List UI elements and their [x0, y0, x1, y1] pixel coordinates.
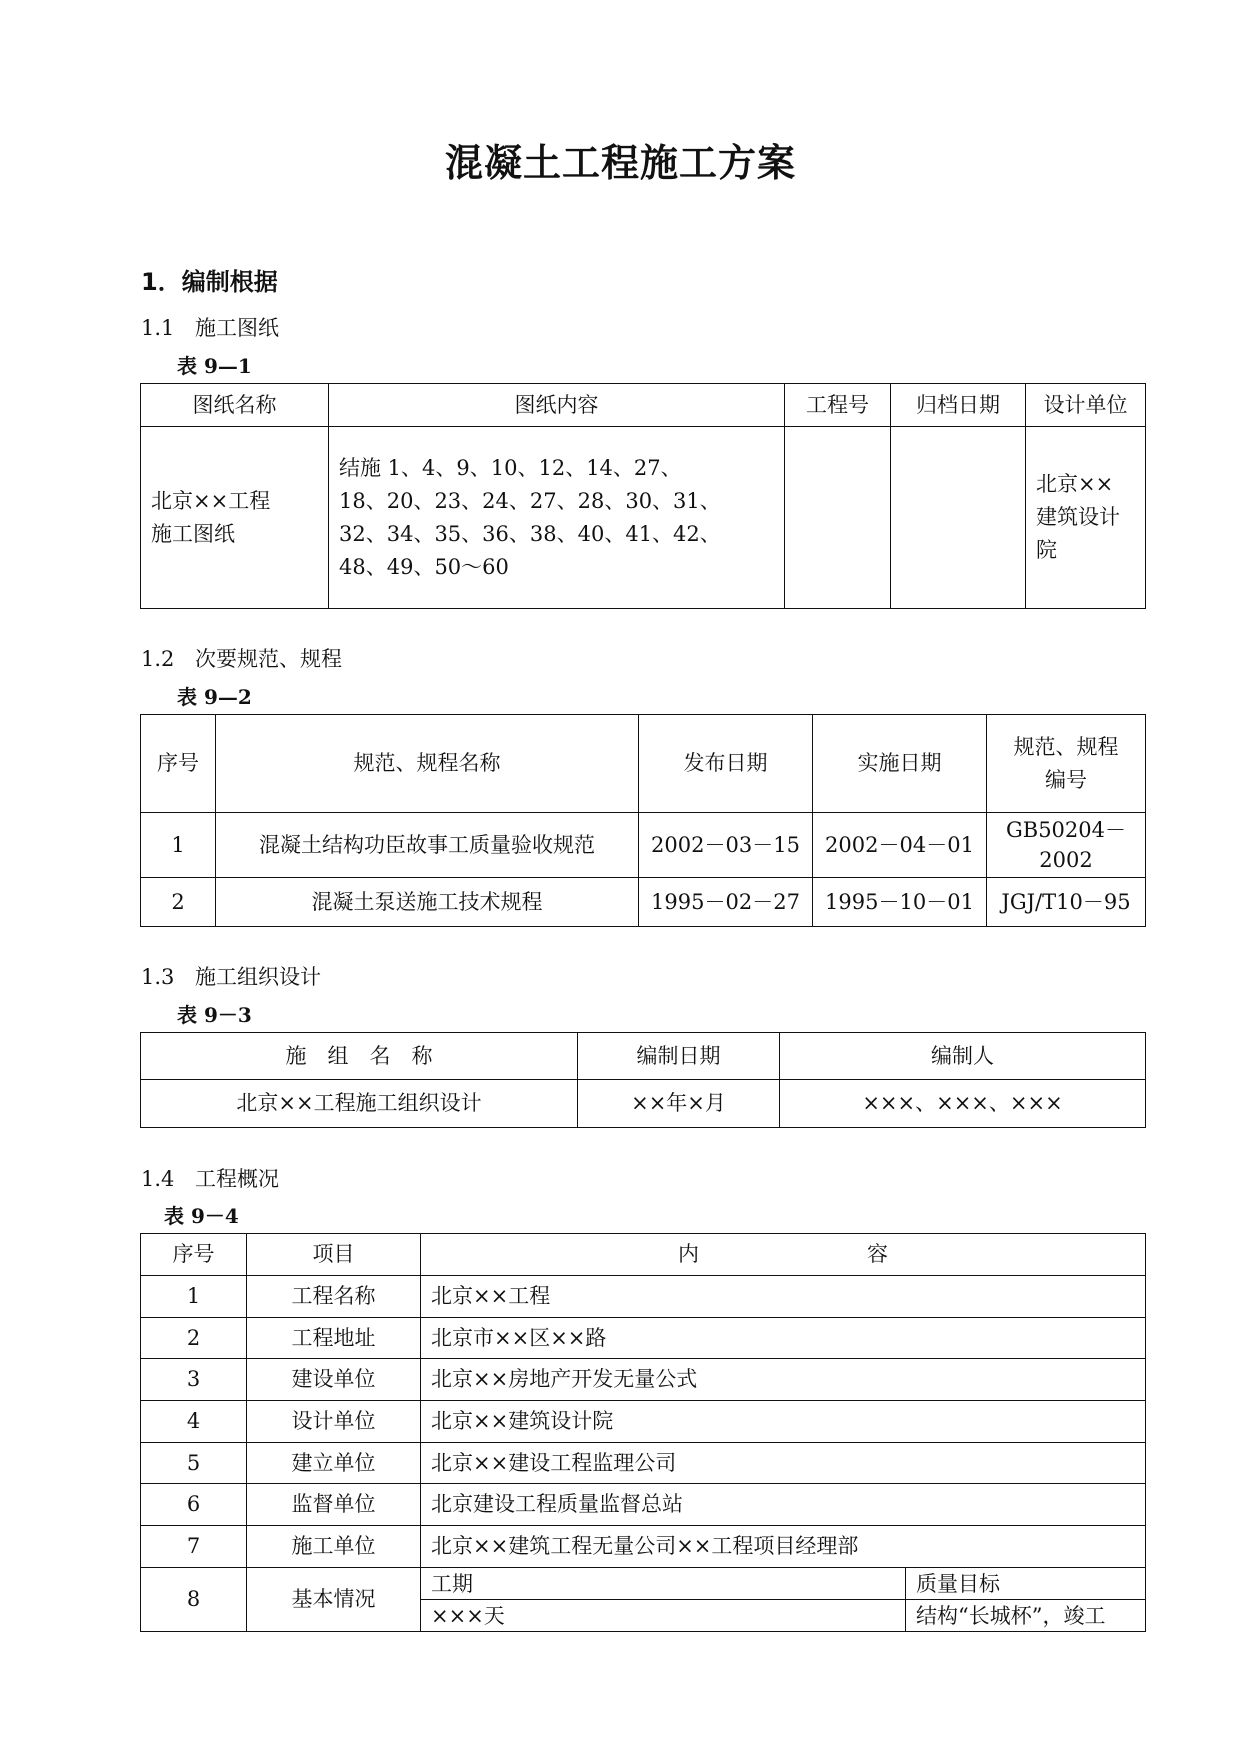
drawings-table	[140, 383, 1146, 609]
item-cell: 设计单位	[247, 1401, 421, 1443]
item-cell: 施工单位	[247, 1526, 421, 1568]
compile-date-cell: ××年×月	[578, 1080, 780, 1128]
header-cell: 工程号	[785, 384, 891, 427]
standard-code-cell: GB50204－ 2002	[987, 813, 1146, 878]
standard-name-cell: 混凝土结构功臣故事工质量验收规范	[216, 813, 639, 878]
header-cell: 实施日期	[813, 715, 987, 813]
item-cell: 工程名称	[247, 1276, 421, 1318]
header-cell: 发布日期	[639, 715, 813, 813]
standard-name-cell: 混凝土泵送施工技术规程	[216, 878, 639, 927]
design-unit-cell: 北京×× 建筑设计 院	[1026, 427, 1146, 609]
header-cell: 图纸内容	[329, 384, 785, 427]
header-cell: 设计单位	[1026, 384, 1146, 427]
header-cell: 规范、规程 编号	[987, 715, 1146, 813]
header-cell: 规范、规程名称	[216, 715, 639, 813]
row-number-cell: 2	[141, 1318, 247, 1359]
subsection-1-4	[141, 1163, 279, 1193]
subsection-title: 次要规范、规程	[195, 647, 342, 671]
table-header-row	[141, 1234, 1146, 1276]
standards-table	[140, 714, 1146, 927]
drawing-name-cell: 北京××工程 施工图纸	[141, 427, 329, 609]
table-caption: 表 9－4	[164, 1204, 239, 1228]
construction-design-table	[140, 1032, 1146, 1128]
effective-date-cell: 2002－04－01	[813, 813, 987, 878]
subsection-number: 1.4	[141, 1167, 175, 1191]
standard-code-cell: JGJ/T10－95	[987, 878, 1146, 927]
duration-value-cell: ×××天	[421, 1600, 906, 1632]
table-caption: 表 9—2	[177, 685, 252, 709]
item-cell: 监督单位	[247, 1484, 421, 1526]
content-cell: 北京××房地产开发无量公式	[421, 1359, 1146, 1401]
header-cell: 序号	[141, 715, 216, 813]
row-number-cell: 1	[141, 813, 216, 878]
table-row	[141, 1080, 1146, 1128]
header-cell: 归档日期	[891, 384, 1026, 427]
table-row	[141, 878, 1146, 927]
header-cell: 图纸名称	[141, 384, 329, 427]
project-overview-table	[140, 1233, 1146, 1632]
row-number-cell: 8	[141, 1568, 247, 1632]
header-cell: 项目	[247, 1234, 421, 1276]
item-cell: 工程地址	[247, 1318, 421, 1359]
table-row	[141, 813, 1146, 878]
project-number-cell	[785, 427, 891, 609]
row-number-cell: 6	[141, 1484, 247, 1526]
subsection-title: 工程概况	[195, 1167, 279, 1191]
content-cell: 北京××工程	[421, 1276, 1146, 1318]
subsection-number: 1.2	[141, 647, 175, 671]
document-title: 混凝土工程施工方案	[444, 141, 796, 185]
subsection-title: 施工图纸	[195, 316, 279, 340]
author-cell: ×××、×××、×××	[780, 1080, 1146, 1128]
quality-value-cell: 结构“长城杯”，竣工	[906, 1600, 1146, 1632]
table-header-row	[141, 384, 1146, 427]
row-number-cell: 1	[141, 1276, 247, 1318]
subsection-1-1	[141, 312, 279, 342]
subsection-1-2	[141, 643, 342, 673]
table-header-row	[141, 715, 1146, 813]
row-number-cell: 7	[141, 1526, 247, 1568]
table-row	[141, 1443, 1146, 1484]
table-row	[141, 1359, 1146, 1401]
row-number-cell: 4	[141, 1401, 247, 1443]
content-cell: 北京市××区××路	[421, 1318, 1146, 1359]
row-number-cell: 5	[141, 1443, 247, 1484]
table-row	[141, 1484, 1146, 1526]
section-heading-1: 1．编制根据	[141, 268, 278, 296]
item-cell: 建设单位	[247, 1359, 421, 1401]
item-cell: 基本情况	[247, 1568, 421, 1632]
table-row	[141, 427, 1146, 609]
archive-date-cell	[891, 427, 1026, 609]
content-cell: 北京建设工程质量监督总站	[421, 1484, 1146, 1526]
table-row	[141, 1401, 1146, 1443]
duration-label-cell: 工期	[421, 1568, 906, 1600]
drawing-content-cell: 结施 1、4、9、10、12、14、27、 18、20、23、24、27、28、30、31、 32、34、35、36、38、40、41、42、 48、49、50～60	[329, 427, 785, 609]
header-cell: 施 组 名 称	[141, 1033, 578, 1080]
subsection-title: 施工组织设计	[195, 965, 321, 989]
header-cell: 编制日期	[578, 1033, 780, 1080]
header-cell: 内 容	[421, 1234, 1146, 1276]
design-name-cell: 北京××工程施工组织设计	[141, 1080, 578, 1128]
table-row	[141, 1276, 1146, 1318]
content-cell: 北京××建筑设计院	[421, 1401, 1146, 1443]
quality-label-cell: 质量目标	[906, 1568, 1146, 1600]
header-cell: 编制人	[780, 1033, 1146, 1080]
publish-date-cell: 2002－03－15	[639, 813, 813, 878]
table-caption: 表 9－3	[177, 1003, 252, 1027]
item-cell: 建立单位	[247, 1443, 421, 1484]
row-number-cell: 2	[141, 878, 216, 927]
content-cell: 北京××建筑工程无量公司××工程项目经理部	[421, 1526, 1146, 1568]
publish-date-cell: 1995－02－27	[639, 878, 813, 927]
table-row	[141, 1568, 1146, 1600]
row-number-cell: 3	[141, 1359, 247, 1401]
subsection-number: 1.1	[141, 316, 175, 340]
header-cell: 序号	[141, 1234, 247, 1276]
subsection-number: 1.3	[141, 965, 175, 989]
content-cell: 北京××建设工程监理公司	[421, 1443, 1146, 1484]
subsection-1-3	[141, 961, 321, 991]
table-caption: 表 9—1	[177, 354, 252, 378]
table-row	[141, 1318, 1146, 1359]
table-header-row	[141, 1033, 1146, 1080]
table-row	[141, 1526, 1146, 1568]
effective-date-cell: 1995－10－01	[813, 878, 987, 927]
